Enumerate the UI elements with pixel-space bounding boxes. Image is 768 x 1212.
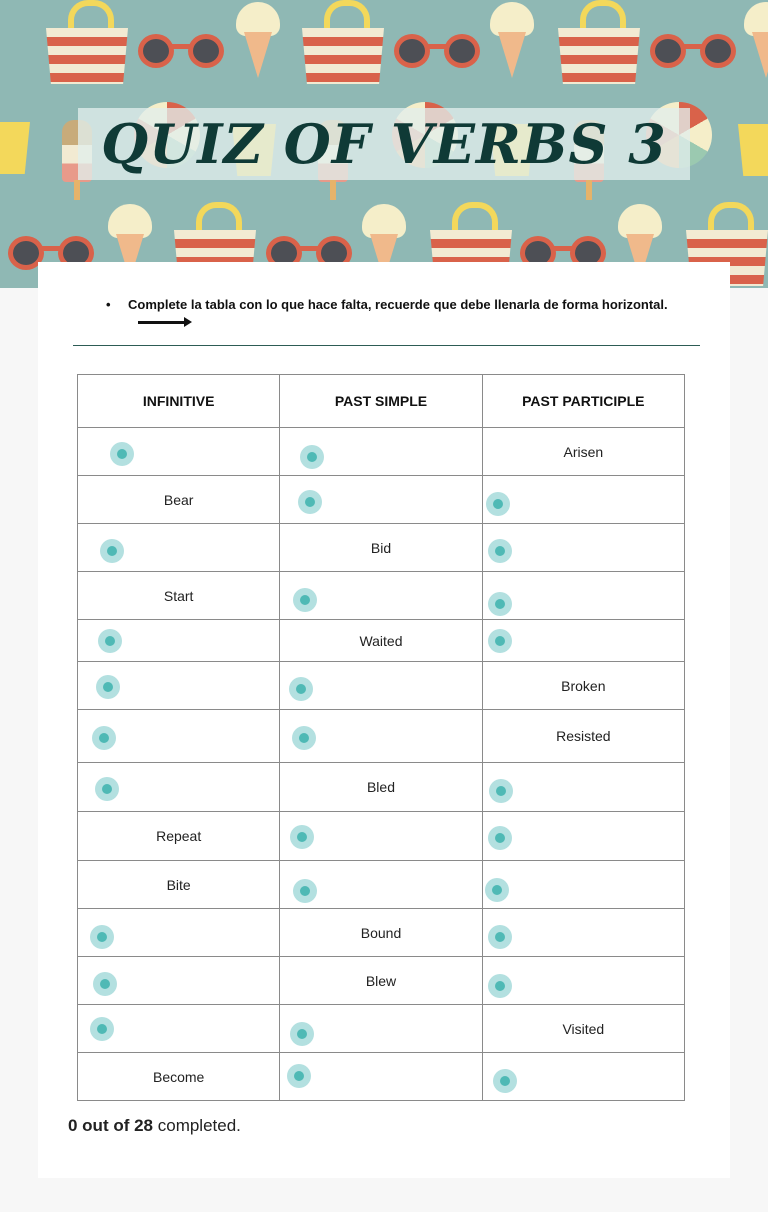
- answer-dot-icon[interactable]: [289, 677, 313, 701]
- answer-cell[interactable]: [280, 861, 482, 909]
- answer-cell[interactable]: [280, 428, 482, 476]
- answer-dot-icon[interactable]: [93, 972, 117, 996]
- answer-cell[interactable]: [78, 957, 280, 1005]
- table-row: [78, 428, 685, 476]
- column-header-past-simple: PAST SIMPLE: [280, 375, 482, 428]
- answer-cell[interactable]: [78, 662, 280, 710]
- answer-cell[interactable]: [482, 524, 684, 572]
- page-title: QUIZ OF VERBS 3: [101, 112, 667, 176]
- worksheet-card: [38, 262, 730, 1178]
- answer-cell[interactable]: [482, 476, 684, 524]
- answer-dot-icon[interactable]: [90, 1017, 114, 1041]
- answer-cell[interactable]: [280, 476, 482, 524]
- table-cell: Bled: [280, 763, 482, 812]
- table-row: [78, 572, 685, 620]
- table-cell: Repeat: [78, 812, 280, 861]
- answer-cell[interactable]: [78, 620, 280, 662]
- sunglasses-icon: [394, 34, 486, 70]
- column-header-infinitive: INFINITIVE: [78, 375, 280, 428]
- bucket-icon: [0, 108, 30, 174]
- answer-cell[interactable]: [280, 710, 482, 763]
- answer-dot-icon[interactable]: [290, 825, 314, 849]
- answer-dot-icon[interactable]: [290, 1022, 314, 1046]
- ice-cream-icon: [744, 2, 768, 82]
- answer-dot-icon[interactable]: [95, 777, 119, 801]
- verbs-table: [77, 374, 685, 1101]
- answer-cell[interactable]: [482, 620, 684, 662]
- table-row: [78, 957, 685, 1005]
- table-cell: Resisted: [482, 710, 684, 763]
- beach-bag-icon: [46, 18, 128, 84]
- progress-status: [68, 1116, 241, 1136]
- answer-cell[interactable]: [280, 812, 482, 861]
- answer-dot-icon[interactable]: [488, 539, 512, 563]
- instruction: [106, 296, 688, 330]
- table-cell: Blew: [280, 957, 482, 1005]
- answer-dot-icon[interactable]: [92, 726, 116, 750]
- instruction-text: Complete la tabla con lo que hace falta, recuerde que debe llenarla de forma horizontal.: [128, 297, 668, 312]
- table-cell: Bound: [280, 909, 482, 957]
- answer-dot-icon[interactable]: [485, 878, 509, 902]
- column-header-past-participle: PAST PARTICIPLE: [482, 375, 684, 428]
- ice-cream-icon: [490, 2, 534, 82]
- answer-cell[interactable]: [78, 1005, 280, 1053]
- table-cell: Arisen: [482, 428, 684, 476]
- answer-dot-icon[interactable]: [110, 442, 134, 466]
- answer-dot-icon[interactable]: [292, 726, 316, 750]
- answer-cell[interactable]: [280, 1053, 482, 1101]
- answer-cell[interactable]: [280, 1005, 482, 1053]
- table-row: [78, 710, 685, 763]
- table-cell: Bite: [78, 861, 280, 909]
- answer-cell[interactable]: [482, 763, 684, 812]
- progress-suffix: completed.: [153, 1116, 241, 1135]
- answer-dot-icon[interactable]: [293, 879, 317, 903]
- table-cell: Waited: [280, 620, 482, 662]
- table-row: [78, 763, 685, 812]
- sunglasses-icon: [650, 34, 742, 70]
- table-row: [78, 861, 685, 909]
- answer-cell[interactable]: [78, 524, 280, 572]
- table-row: [78, 909, 685, 957]
- bucket-icon: [738, 110, 768, 176]
- answer-cell[interactable]: [78, 428, 280, 476]
- answer-cell[interactable]: [280, 572, 482, 620]
- table-cell: Bear: [78, 476, 280, 524]
- answer-cell[interactable]: [482, 1053, 684, 1101]
- table-cell: Visited: [482, 1005, 684, 1053]
- table-header-row: [78, 375, 685, 428]
- answer-cell[interactable]: [482, 812, 684, 861]
- beach-bag-icon: [558, 18, 640, 84]
- table-row: [78, 524, 685, 572]
- answer-dot-icon[interactable]: [98, 629, 122, 653]
- right-arrow-icon: [138, 321, 188, 324]
- answer-dot-icon[interactable]: [96, 675, 120, 699]
- answer-dot-icon[interactable]: [90, 925, 114, 949]
- answer-cell[interactable]: [482, 957, 684, 1005]
- divider: [73, 345, 700, 346]
- beach-bag-icon: [302, 18, 384, 84]
- answer-cell[interactable]: [78, 710, 280, 763]
- table-cell: Bid: [280, 524, 482, 572]
- answer-dot-icon[interactable]: [488, 826, 512, 850]
- answer-dot-icon[interactable]: [488, 592, 512, 616]
- sunglasses-icon: [138, 34, 230, 70]
- table-row: [78, 812, 685, 861]
- table-row: [78, 1053, 685, 1101]
- answer-dot-icon[interactable]: [486, 492, 510, 516]
- answer-dot-icon[interactable]: [488, 629, 512, 653]
- answer-dot-icon[interactable]: [493, 1069, 517, 1093]
- table-row: [78, 662, 685, 710]
- answer-cell[interactable]: [482, 909, 684, 957]
- answer-dot-icon[interactable]: [287, 1064, 311, 1088]
- answer-cell[interactable]: [78, 909, 280, 957]
- bullet-icon: •: [106, 297, 111, 312]
- answer-cell[interactable]: [482, 572, 684, 620]
- answer-dot-icon[interactable]: [489, 779, 513, 803]
- table-row: [78, 476, 685, 524]
- answer-dot-icon[interactable]: [488, 974, 512, 998]
- table-cell: Broken: [482, 662, 684, 710]
- answer-cell[interactable]: [482, 861, 684, 909]
- header-banner: [0, 0, 768, 288]
- answer-cell[interactable]: [78, 763, 280, 812]
- answer-dot-icon[interactable]: [100, 539, 124, 563]
- ice-cream-icon: [236, 2, 280, 82]
- progress-count: 0 out of 28: [68, 1116, 154, 1135]
- table-cell: Become: [78, 1053, 280, 1101]
- table-row: [78, 1005, 685, 1053]
- answer-dot-icon[interactable]: [298, 490, 322, 514]
- table-cell: Start: [78, 572, 280, 620]
- table-row: [78, 620, 685, 662]
- answer-dot-icon[interactable]: [300, 445, 324, 469]
- answer-dot-icon[interactable]: [488, 925, 512, 949]
- answer-cell[interactable]: [280, 662, 482, 710]
- answer-dot-icon[interactable]: [293, 588, 317, 612]
